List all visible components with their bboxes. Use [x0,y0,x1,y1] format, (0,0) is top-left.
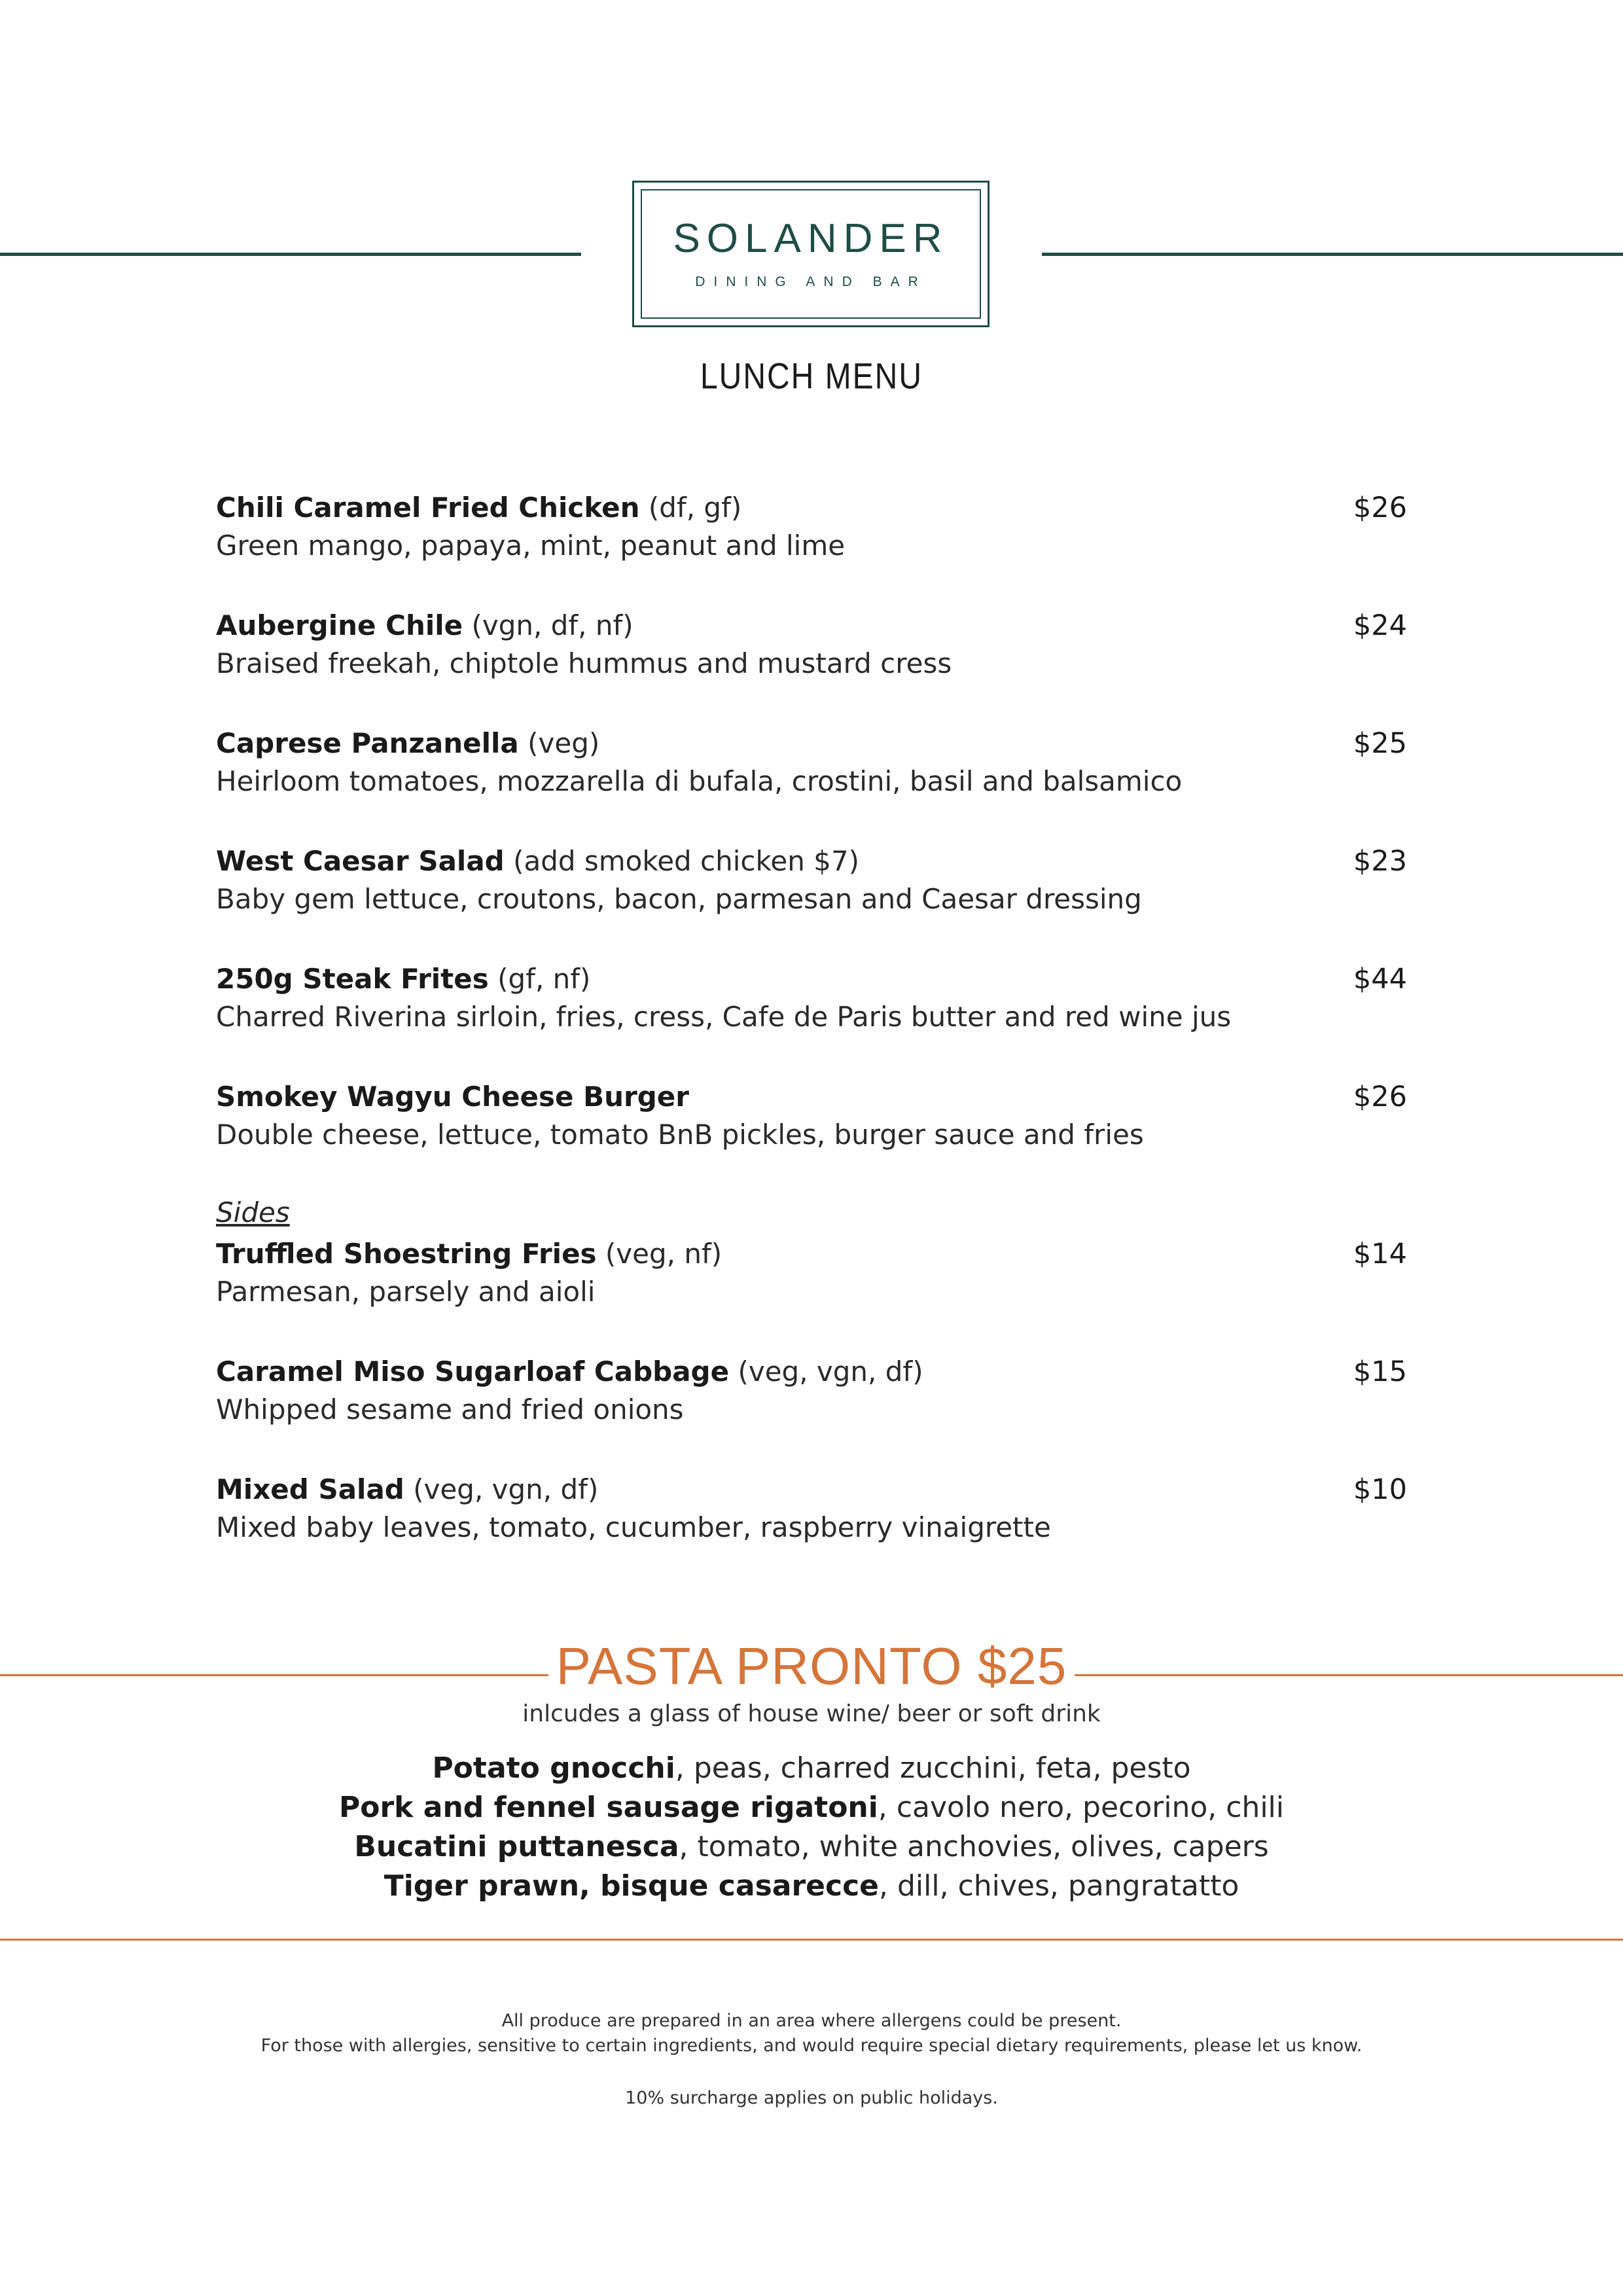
item-description: Baby gem lettuce, croutons, bacon, parmesan and Caesar dressing [216,883,1142,915]
item-description: Green mango, papaya, mint, peanut and lime [216,529,846,562]
item-tags: (veg, nf) [605,1238,722,1270]
menu-item [216,607,1407,683]
surcharge-notice: 10% surcharge applies on public holidays. [625,2088,998,2108]
item-name: 250g Steak Frites [216,963,489,995]
menu-item [216,961,1407,1037]
pasta-dish-name: Pork and fennel sausage rigatoni [339,1791,878,1824]
pasta-dish [0,1827,1623,1867]
item-price: $25 [1353,727,1407,760]
pasta-dish [0,1749,1623,1788]
sides-heading: Sides [216,1196,290,1229]
item-tags: (add smoked chicken $7) [513,845,859,877]
pasta-dish-name: Bucatini puttanesca [354,1830,679,1863]
item-tags: (df, gf) [648,492,742,524]
pasta-dish-detail: , dill, chives, pangratatto [879,1869,1240,1903]
side-item [216,1471,1407,1547]
side-item [216,1354,1407,1429]
pasta-dish-list [0,1749,1623,1906]
logo [632,181,990,327]
item-description: Double cheese, lettuce, tomato BnB pickles, burger sauce and fries [216,1119,1144,1151]
pasta-rule-bottom [0,1939,1623,1941]
item-tags: (veg) [527,727,600,759]
side-item [216,1236,1407,1312]
item-name: Truffled Shoestring Fries [216,1238,597,1270]
pasta-title: PASTA PRONTO $25 [556,1637,1067,1695]
item-description: Mixed baby leaves, tomato, cucumber, raspberry vinaigrette [216,1511,1051,1543]
allergen-notice: All produce are prepared in an area where allergens could be present. [501,2011,1122,2031]
item-tags: (veg, vgn, df) [738,1355,923,1388]
item-name: Aubergine Chile [216,609,463,641]
brand-subtitle: DINING AND BAR [695,274,927,289]
header-rule-right [1042,253,1623,256]
pasta-dish-name: Potato gnocchi [432,1751,675,1785]
item-price: $10 [1353,1473,1407,1506]
menu-item [216,490,1407,565]
item-price: $44 [1353,963,1407,996]
pasta-subtitle: inlcudes a glass of house wine/ beer or soft drink [522,1700,1101,1727]
item-price: $24 [1353,609,1407,642]
menu-item [216,725,1407,801]
menu-item [216,843,1407,919]
item-tags: (gf, nf) [497,963,591,995]
item-price: $15 [1353,1355,1407,1388]
pasta-dish-name: Tiger prawn, bisque casarecce [383,1869,880,1903]
item-description: Heirloom tomatoes, mozzarella di bufala, crostini, basil and balsamico [216,765,1183,797]
item-tags: (vgn, df, nf) [471,609,633,641]
item-price: $26 [1353,1081,1407,1113]
pasta-dish [0,1788,1623,1827]
item-name: Mixed Salad [216,1473,404,1505]
item-name: Chili Caramel Fried Chicken [216,492,640,524]
pasta-dish-detail: , peas, charred zucchini, feta, pesto [675,1751,1191,1785]
item-description: Charred Riverina sirloin, fries, cress, Cafe de Paris butter and red wine jus [216,1001,1232,1033]
item-price: $26 [1353,492,1407,524]
menu-title: LUNCH MENU [700,357,923,397]
header-rule-left [0,253,581,256]
pasta-dish-detail: , tomato, white anchovies, olives, capers [679,1830,1269,1863]
item-tags: (veg, vgn, df) [413,1473,599,1505]
brand-name: SOLANDER [673,216,949,261]
item-description: Whipped sesame and fried onions [216,1393,684,1426]
item-name: Caprese Panzanella [216,727,519,759]
item-description: Braised freekah, chiptole hummus and mustard cress [216,647,952,679]
item-price: $14 [1353,1238,1407,1270]
item-description: Parmesan, parsely and aioli [216,1276,596,1308]
pasta-dish [0,1867,1623,1906]
item-price: $23 [1353,845,1407,878]
item-name: Smokey Wagyu Cheese Burger [216,1081,689,1113]
item-name: West Caesar Salad [216,845,505,877]
item-name: Caramel Miso Sugarloaf Cabbage [216,1355,730,1388]
menu-item [216,1079,1407,1155]
pasta-dish-detail: , cavolo nero, pecorino, chili [878,1791,1284,1824]
dietary-notice: For those with allergies, sensitive to certain ingredients, and would require special dietary requirements, please let us know. [260,2036,1363,2056]
